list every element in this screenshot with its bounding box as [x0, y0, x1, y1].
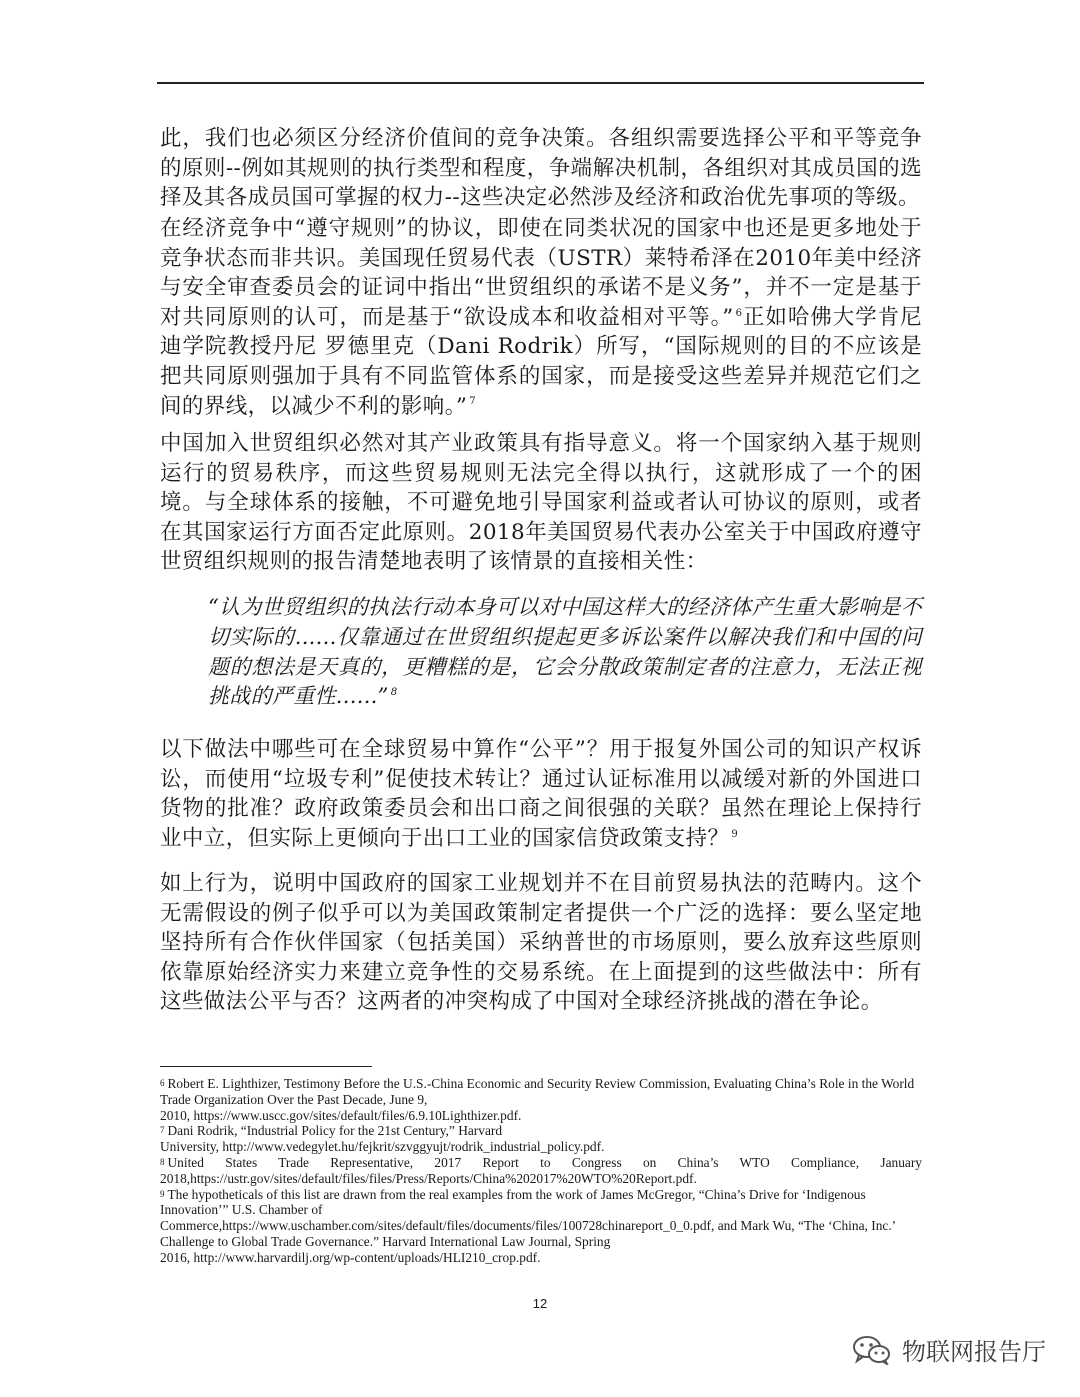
footnote-6-line-1: Robert E. Lighthizer, Testimony Before the U.S.-China Economic and Security Review Commission, Evaluating China’s Role in the World Trade Organization Over the Past Decade, June 9, [160, 1076, 915, 1107]
paragraph-4-text: 以下做法中哪些可在全球贸易中算作“公平”？用于报复外国公司的知识产权诉讼，而使用“垃圾专利”促使技术转让？通过认证标准用以减缓对新的外国进口货物的批准？政府政策委员会和出口商之间很强的关联？虽然在理论上保持行业中立，但实际上更倾向于出口工业的国家信贷政策支持？ [160, 737, 922, 851]
footnote-separator [160, 1066, 372, 1067]
paragraph-1 [160, 124, 922, 213]
footnote-7 [160, 1123, 922, 1139]
watermark-text: 物联网报告厅 [902, 1338, 1046, 1366]
footnote-7-cont [160, 1139, 922, 1155]
footnote-6-line-2[interactable]: 2010, https://www.uscc.gov/sites/default/files/6.9.10Lighthizer.pdf. [160, 1107, 522, 1123]
footnote-9-cont-2 [160, 1250, 922, 1266]
footnote-8-number: 8 [160, 1156, 165, 1167]
footnote-ref-6[interactable]: 6 [735, 307, 743, 319]
paragraph-3-text: 中国加入世贸组织必然对其产业政策具有指导意义。将一个国家纳入基于规则运行的贸易秩序，而这些贸易规则无法完全得以执行，这就形成了一个的困境。与全球体系的接触，不可避免地引导国家利益或者认可协议的原则，或者在其国家运行方面否定此原则。2018年美国贸易代表办公室关于中国政府遵守世贸组织规则的报告清楚地表明了该情景的直接相关性： [160, 431, 922, 575]
paragraph-2 [160, 214, 922, 421]
footnote-7-number: 7 [160, 1125, 165, 1136]
footnote-6 [160, 1076, 922, 1108]
footnote-6-cont [160, 1108, 922, 1124]
footnote-ref-9[interactable]: 9 [731, 828, 739, 840]
paragraph-3 [160, 429, 922, 577]
paragraph-5 [160, 869, 922, 1017]
paragraph-4 [160, 735, 922, 853]
footnote-9-cont-1 [160, 1218, 922, 1250]
footnote-ref-7[interactable]: 7 [469, 396, 477, 408]
paragraph-1-text: 此，我们也必须区分经济价值间的竞争决策。各组织需要选择公平和平等竞争的原则--例如其规则的执行类型和程度，争端解决机制，各组织对其成员国的选择及其各成员国可掌握的权力--这些决定必然涉及经济和政治优先事项的等级。 [160, 126, 922, 211]
footnote-9-line-2[interactable]: Commerce,https://www.uschamber.com/sites/default/files/documents/files/100728chinareport_0_0.pdf, and Mark Wu, “The ‘China, Inc.’ Challenge to Global Trade Governance.” Harvard International Law Journal, Spring [160, 1218, 896, 1249]
footnote-8 [160, 1155, 922, 1187]
header-rule [157, 82, 924, 84]
block-quote-text: “认为世贸组织的执法行动本身可以对中国这样大的经济体产生重大影响是不切实际的......仅靠通过在世贸组织提起更多诉讼案件以解决我们和中国的问题的想法是天真的，更糟糕的是，它会分散政策制定者的注意力，无法正视挑战的严重性......” [208, 595, 922, 709]
paragraph-2-text-a: 在经济竞争中“遵守规则”的协议，即使在同类状况的国家中也还是更多地处于竞争状态而非共识。美国现任贸易代表（USTR）莱特希泽在2010年美中经济与安全审查委员会的证词中指出“世贸组织的承诺不是义务”，并不一定是基于对共同原则的认可，而是基于“欲设成本和收益相对平等。” [160, 216, 922, 330]
page-number: 12 [532, 1296, 548, 1311]
footnote-ref-8[interactable]: 8 [390, 687, 398, 699]
footnote-7-line-1: Dani Rodrik, “Industrial Policy for the 21st Century,” Harvard [167, 1123, 503, 1139]
paragraph-5-text: 如上行为，说明中国政府的国家工业规划并不在目前贸易执法的范畴内。这个无需假设的例子似乎可以为美国政策制定者提供一个广泛的选择：要么坚定地坚持所有合作伙伴国家（包括美国）采纳普世的市场原则，要么放弃这些原则依靠原始经济实力来建立竞争性的交易系统。在上面提到的这些做法中：所有这些做法公平与否？这两者的冲突构成了中国对全球经济挑战的潜在争论。 [160, 871, 922, 1015]
footnote-9-line-3[interactable]: 2016, http://www.harvardilj.org/wp-content/uploads/HLI210_crop.pdf. [160, 1249, 541, 1265]
footnote-9 [160, 1187, 922, 1219]
footnote-7-line-2[interactable]: University, http://www.vedegylet.hu/fejkrit/szvggyujt/rodrik_industrial_policy.pdf. [160, 1139, 605, 1155]
footnote-9-number: 9 [160, 1188, 165, 1199]
paragraph-2-text-b: 正如哈佛大学肯尼迪学院教授丹尼 罗德里克（Dani Rodrik）所写，“国际规则的目的不应该是把共同原则强加于具有不同监管体系的国家，而是接受这些差异并规范它们之间的界线，以减少不利的影响。” [160, 304, 922, 419]
footnote-6-number: 6 [160, 1078, 165, 1088]
watermark [852, 1332, 1046, 1367]
block-quote [208, 593, 922, 712]
wechat-icon [852, 1335, 892, 1365]
footnote-9-line-1: The hypotheticals of this list are drawn from the real examples from the work of James McGregor, “China’s Drive for ‘Indigenous Innovation’” U.S. Chamber of [160, 1186, 866, 1218]
footnote-8-text[interactable]: United States Trade Representative, 2017 Report to Congress on China’s WTO Compliance, January 2018,https://ustr.gov/sites/default/files/files/Press/Reports/China%202017%20WTO%20Report.pdf. [160, 1154, 922, 1186]
footnotes [160, 1076, 922, 1266]
